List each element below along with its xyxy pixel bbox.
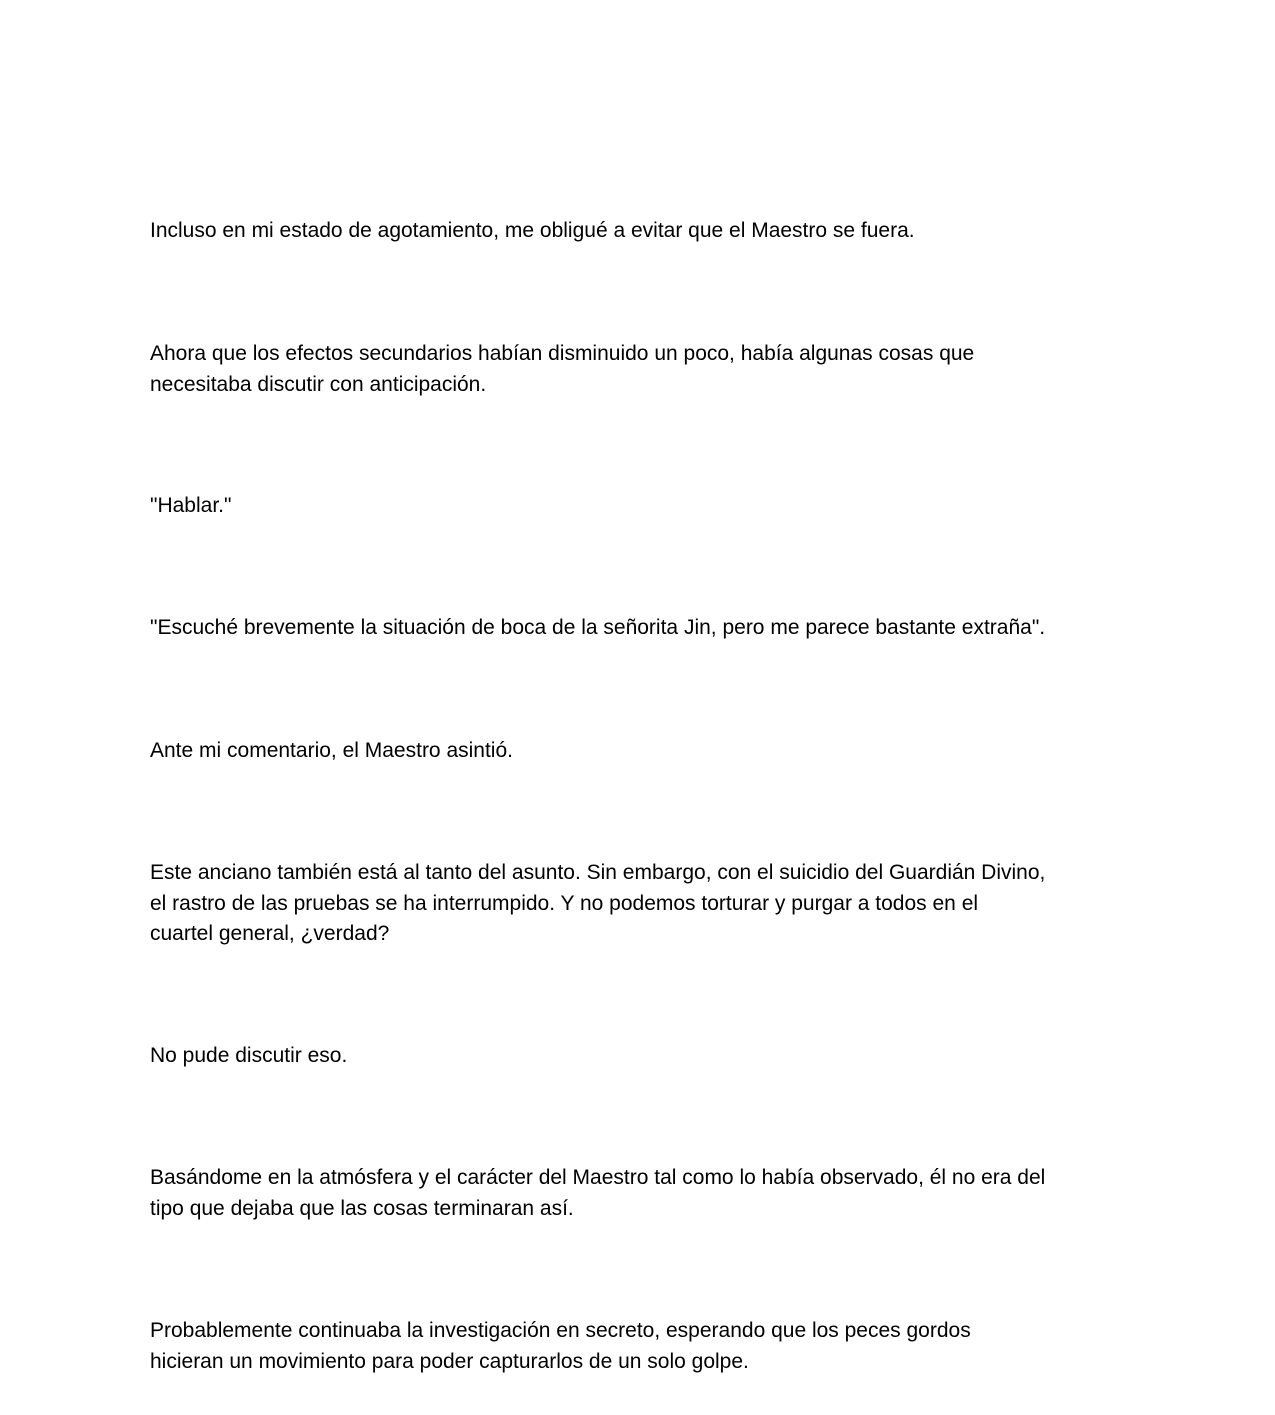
paragraph-3 bbox=[150, 491, 1135, 522]
text-line: "Hablar." bbox=[150, 494, 232, 517]
text-line: Ahora que los efectos secundarios habían disminuido un poco, había algunas cosas que bbox=[150, 342, 975, 365]
text-line: No pude discutir eso. bbox=[150, 1044, 348, 1067]
text-line: Basándome en la atmósfera y el carácter del Maestro tal como lo había observado, él no era del bbox=[150, 1166, 1046, 1189]
text-line: Este anciano también está al tanto del asunto. Sin embargo, con el suicidio del Guardián Divino, bbox=[150, 861, 1046, 884]
text-line: necesitaba discutir con anticipación. bbox=[150, 372, 487, 396]
text-line: hicieran un movimiento para poder capturarlos de un solo golpe. bbox=[150, 1349, 749, 1373]
paragraph-6 bbox=[150, 858, 1135, 950]
text-line: Ante mi comentario, el Maestro asintió. bbox=[150, 739, 513, 762]
text-line: cuartel general, ¿verdad? bbox=[150, 922, 390, 945]
paragraph-5 bbox=[150, 736, 1135, 767]
paragraph-7 bbox=[150, 1041, 1135, 1072]
text-line: tipo que dejaba que las cosas terminaran así. bbox=[150, 1196, 574, 1220]
text-line: el rastro de las pruebas se ha interrumpido. Y no podemos torturar y purgar a todos en el bbox=[150, 891, 979, 915]
paragraph-9 bbox=[150, 1316, 1135, 1377]
paragraph-1 bbox=[150, 216, 1135, 247]
text-line: "Escuché brevemente la situación de boca de la señorita Jin, pero me parece bastante extraña". bbox=[150, 616, 1046, 639]
paragraph-2 bbox=[150, 339, 1135, 400]
paragraph-4 bbox=[150, 613, 1135, 644]
text-line: Probablemente continuaba la investigación en secreto, esperando que los peces gordos bbox=[150, 1319, 971, 1342]
text-line: Incluso en mi estado de agotamiento, me obligué a evitar que el Maestro se fuera. bbox=[150, 219, 915, 242]
paragraph-8 bbox=[150, 1163, 1135, 1224]
